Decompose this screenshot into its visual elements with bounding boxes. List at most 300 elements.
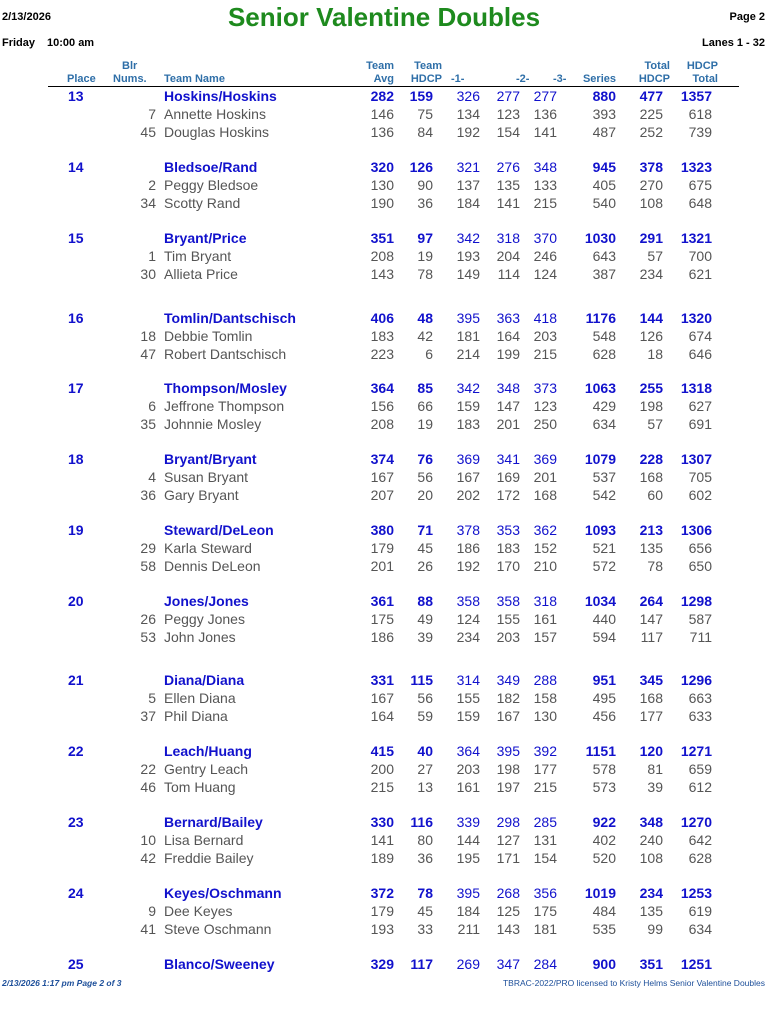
bowler-g2: 203 — [496, 629, 520, 645]
team-avg: 374 — [370, 451, 394, 467]
team-series: 1093 — [584, 522, 616, 538]
col-total-hdcp-line2: HDCP — [638, 73, 670, 85]
bowler-avg: 208 — [370, 416, 394, 432]
bowler-g1: 144 — [456, 832, 480, 848]
bowler-series: 405 — [592, 177, 616, 193]
bowler-hdcp: 33 — [417, 921, 433, 937]
bowler-total-hdcp: 57 — [647, 416, 663, 432]
bowler-number: 10 — [140, 832, 156, 848]
bowler-name: Allieta Price — [164, 266, 238, 282]
bowler-hdcp: 19 — [417, 248, 433, 264]
bowler-g3: 215 — [533, 195, 557, 211]
bowler-avg: 208 — [370, 248, 394, 264]
team-hdcp: 126 — [409, 159, 433, 175]
bowler-g2: 123 — [496, 106, 520, 122]
bowler-series: 572 — [592, 558, 616, 574]
bowler-hdcp-total: 650 — [688, 558, 712, 574]
team-g2: 353 — [496, 522, 520, 538]
bowler-g1: 186 — [456, 540, 480, 556]
bowler-hdcp-total: 656 — [688, 540, 712, 556]
bowler-series: 594 — [592, 629, 616, 645]
bowler-hdcp-total: 619 — [688, 903, 712, 919]
bowler-g1: 159 — [456, 398, 480, 414]
bowler-g2: 125 — [496, 903, 520, 919]
bowler-g1: 192 — [456, 558, 480, 574]
team-name: Steward/DeLeon — [164, 522, 274, 538]
bowler-avg: 215 — [370, 779, 394, 795]
bowler-g3: 123 — [533, 398, 557, 414]
bowler-name: Tom Huang — [164, 779, 236, 795]
team-g2: 277 — [496, 88, 520, 104]
team-hdcp-total: 1306 — [680, 522, 712, 538]
bowler-name: Gary Bryant — [164, 487, 239, 503]
bowler-series: 573 — [592, 779, 616, 795]
team-place: 16 — [68, 310, 84, 326]
col-team-name: Team Name — [164, 73, 225, 85]
bowler-total-hdcp: 60 — [647, 487, 663, 503]
team-total-hdcp: 264 — [639, 593, 663, 609]
team-total-hdcp: 477 — [639, 88, 663, 104]
bowler-total-hdcp: 147 — [639, 611, 663, 627]
team-series: 1079 — [584, 451, 616, 467]
bowler-g2: 127 — [496, 832, 520, 848]
team-series: 880 — [592, 88, 616, 104]
bowler-g1: 149 — [456, 266, 480, 282]
session-day: Friday — [2, 37, 36, 49]
bowler-number: 29 — [140, 540, 156, 556]
team-g3: 277 — [533, 88, 557, 104]
bowler-hdcp-total: 648 — [688, 195, 712, 211]
bowler-number: 30 — [140, 266, 156, 282]
bowler-g3: 152 — [533, 540, 557, 556]
bowler-hdcp: 75 — [417, 106, 433, 122]
bowler-name: Robert Dantschisch — [164, 346, 287, 362]
bowler-avg: 201 — [370, 558, 394, 574]
col-series: Series — [582, 73, 616, 85]
team-g1: 269 — [456, 956, 480, 972]
team-g2: 298 — [496, 814, 520, 830]
bowler-g1: 184 — [456, 903, 480, 919]
bowler-g2: 155 — [496, 611, 520, 627]
bowler-name: Ellen Diana — [164, 690, 236, 706]
bowler-avg: 164 — [370, 708, 394, 724]
team-g2: 341 — [496, 451, 520, 467]
bowler-g3: 175 — [533, 903, 557, 919]
bowler-avg: 167 — [370, 469, 394, 485]
bowler-hdcp: 45 — [417, 540, 433, 556]
bowler-avg: 193 — [370, 921, 394, 937]
team-g1: 358 — [456, 593, 480, 609]
bowler-g3: 158 — [533, 690, 557, 706]
bowler-series: 578 — [592, 761, 616, 777]
bowler-number: 2 — [148, 177, 156, 193]
team-g3: 284 — [533, 956, 557, 972]
team-block — [0, 158, 768, 218]
bowler-name: Steve Oschmann — [164, 921, 272, 937]
bowler-g2: 199 — [496, 346, 520, 362]
bowler-avg: 136 — [370, 124, 394, 140]
team-hdcp-total: 1296 — [680, 672, 712, 688]
team-hdcp-total: 1271 — [680, 743, 712, 759]
report-title: Senior Valentine Doubles — [227, 2, 541, 32]
team-place: 13 — [68, 88, 84, 104]
team-series: 922 — [592, 814, 616, 830]
bowler-avg: 141 — [370, 832, 394, 848]
team-hdcp: 88 — [417, 593, 433, 609]
bowler-avg: 179 — [370, 903, 394, 919]
team-series: 951 — [592, 672, 616, 688]
bowler-name: Dee Keyes — [164, 903, 233, 919]
bowler-avg: 146 — [370, 106, 394, 122]
bowler-g1: 203 — [456, 761, 480, 777]
bowler-hdcp-total: 663 — [688, 690, 712, 706]
bowler-total-hdcp: 240 — [639, 832, 663, 848]
team-g3: 288 — [533, 672, 557, 688]
bowler-hdcp-total: 628 — [688, 850, 712, 866]
bowler-hdcp: 49 — [417, 611, 433, 627]
bowler-hdcp-total: 659 — [688, 761, 712, 777]
team-g3: 418 — [533, 310, 557, 326]
footer-license: TBRAC-2022/PRO licensed to Kristy Helms Senior Valentine Doubles — [502, 978, 765, 988]
team-name: Bryant/Price — [164, 230, 247, 246]
bowler-series: 495 — [592, 690, 616, 706]
team-g1: 395 — [456, 310, 480, 326]
col-hdcp-total-line2: Total — [692, 73, 718, 85]
bowler-name: Peggy Jones — [164, 611, 245, 627]
team-g3: 369 — [533, 451, 557, 467]
bowler-series: 429 — [592, 398, 616, 414]
bowler-hdcp-total: 691 — [688, 416, 712, 432]
bowler-number: 37 — [140, 708, 156, 724]
team-hdcp: 85 — [417, 380, 433, 396]
team-g2: 395 — [496, 743, 520, 759]
bowler-number: 18 — [140, 328, 156, 344]
bowler-name: Lisa Bernard — [164, 832, 244, 848]
col-place: Place — [67, 73, 96, 85]
bowler-name: Douglas Hoskins — [164, 124, 270, 140]
team-place: 22 — [68, 743, 84, 759]
team-series: 1019 — [584, 885, 616, 901]
bowler-total-hdcp: 99 — [647, 921, 663, 937]
team-block — [0, 521, 768, 581]
bowler-g3: 177 — [533, 761, 557, 777]
bowler-avg: 143 — [370, 266, 394, 282]
team-avg: 331 — [370, 672, 394, 688]
team-series: 1063 — [584, 380, 616, 396]
bowler-g3: 141 — [533, 124, 557, 140]
bowler-g1: 167 — [456, 469, 480, 485]
bowler-g1: 124 — [456, 611, 480, 627]
bowler-total-hdcp: 126 — [639, 328, 663, 344]
team-g2: 363 — [496, 310, 520, 326]
bowler-total-hdcp: 57 — [647, 248, 663, 264]
team-name: Leach/Huang — [164, 743, 252, 759]
team-hdcp-total: 1320 — [680, 310, 712, 326]
session-time: 10:00 am — [47, 37, 95, 49]
team-g1: 369 — [456, 451, 480, 467]
bowler-series: 402 — [592, 832, 616, 848]
team-name: Diana/Diana — [164, 672, 245, 688]
team-avg: 415 — [370, 743, 394, 759]
bowler-g3: 215 — [533, 346, 557, 362]
bowler-g3: 131 — [533, 832, 557, 848]
team-avg: 320 — [370, 159, 394, 175]
bowler-total-hdcp: 78 — [647, 558, 663, 574]
team-name: Blanco/Sweeney — [164, 956, 275, 972]
bowler-name: Peggy Bledsoe — [164, 177, 259, 193]
bowler-series: 520 — [592, 850, 616, 866]
team-avg: 351 — [370, 230, 394, 246]
team-hdcp-total: 1270 — [680, 814, 712, 830]
team-name: Hoskins/Hoskins — [164, 88, 277, 104]
bowler-g2: 201 — [496, 416, 520, 432]
team-block — [0, 592, 768, 652]
bowler-g3: 203 — [533, 328, 557, 344]
col-game-1: -1- — [451, 73, 465, 85]
team-hdcp: 115 — [410, 672, 433, 688]
bowler-total-hdcp: 252 — [639, 124, 663, 140]
bowler-series: 643 — [592, 248, 616, 264]
col-blr-line2: Nums. — [113, 73, 147, 85]
bowler-number: 1 — [148, 248, 156, 264]
team-series: 1030 — [584, 230, 616, 246]
bowler-hdcp-total: 646 — [688, 346, 712, 362]
bowler-g2: 172 — [496, 487, 520, 503]
bowler-total-hdcp: 168 — [639, 690, 663, 706]
team-total-hdcp: 213 — [639, 522, 663, 538]
lanes-range: Lanes 1 - 32 — [702, 37, 765, 49]
team-g1: 364 — [456, 743, 480, 759]
bowler-g1: 211 — [457, 921, 480, 937]
bowler-hdcp-total: 612 — [688, 779, 712, 795]
team-avg: 380 — [370, 522, 394, 538]
team-block — [0, 813, 768, 873]
bowler-hdcp: 59 — [417, 708, 433, 724]
team-block — [0, 742, 768, 802]
team-place: 25 — [68, 956, 84, 972]
bowler-g3: 246 — [533, 248, 557, 264]
bowler-total-hdcp: 198 — [639, 398, 663, 414]
team-g2: 268 — [496, 885, 520, 901]
bowler-g3: 157 — [533, 629, 557, 645]
team-total-hdcp: 228 — [639, 451, 663, 467]
bowler-number: 7 — [148, 106, 156, 122]
bowler-g3: 136 — [533, 106, 557, 122]
team-hdcp-total: 1298 — [680, 593, 712, 609]
bowler-g1: 195 — [456, 850, 480, 866]
bowler-hdcp: 26 — [417, 558, 433, 574]
bowler-total-hdcp: 108 — [639, 195, 663, 211]
bowler-hdcp: 84 — [417, 124, 433, 140]
team-g3: 362 — [533, 522, 557, 538]
bowler-hdcp: 27 — [417, 761, 433, 777]
team-g1: 314 — [456, 672, 480, 688]
bowler-name: Susan Bryant — [164, 469, 249, 485]
team-block — [0, 450, 768, 510]
team-place: 18 — [68, 451, 84, 467]
bowler-g2: 204 — [496, 248, 520, 264]
bowler-avg: 183 — [370, 328, 394, 344]
team-g3: 356 — [533, 885, 557, 901]
bowler-hdcp: 6 — [425, 346, 433, 362]
bowler-g3: 215 — [533, 779, 557, 795]
bowler-g3: 154 — [533, 850, 557, 866]
bowler-avg: 189 — [370, 850, 394, 866]
bowler-total-hdcp: 168 — [639, 469, 663, 485]
bowler-avg: 186 — [370, 629, 394, 645]
bowler-series: 535 — [592, 921, 616, 937]
team-block — [0, 884, 768, 944]
team-avg: 282 — [370, 88, 394, 104]
team-series: 1034 — [584, 593, 616, 609]
col-game-2: -2- — [516, 73, 530, 85]
bowler-g1: 202 — [456, 487, 480, 503]
report-date: 2/13/2026 — [2, 11, 51, 23]
bowler-g1: 184 — [456, 195, 480, 211]
bowler-hdcp-total: 674 — [688, 328, 712, 344]
bowler-g1: 193 — [456, 248, 480, 264]
bowler-name: Gentry Leach — [164, 761, 249, 777]
bowler-hdcp-total: 618 — [688, 106, 712, 122]
team-place: 24 — [68, 885, 84, 901]
bowler-series: 542 — [592, 487, 616, 503]
bowler-g2: 143 — [496, 921, 520, 937]
bowler-g2: 170 — [496, 558, 520, 574]
team-name: Bernard/Bailey — [164, 814, 263, 830]
bowler-hdcp: 56 — [417, 690, 433, 706]
bowler-total-hdcp: 39 — [647, 779, 663, 795]
team-hdcp: 40 — [417, 743, 433, 759]
bowler-number: 34 — [140, 195, 156, 211]
team-g3: 392 — [533, 743, 557, 759]
team-g2: 276 — [496, 159, 520, 175]
team-place: 20 — [68, 593, 84, 609]
team-avg: 364 — [370, 380, 394, 396]
bowler-number: 53 — [140, 629, 156, 645]
bowler-g1: 183 — [456, 416, 480, 432]
team-hdcp-total: 1357 — [680, 88, 712, 104]
bowler-hdcp-total: 700 — [688, 248, 712, 264]
bowler-hdcp: 80 — [417, 832, 433, 848]
team-place: 23 — [68, 814, 84, 830]
bowler-g3: 168 — [533, 487, 557, 503]
team-name: Tomlin/Dantschisch — [164, 310, 296, 326]
bowler-series: 548 — [592, 328, 616, 344]
bowler-name: Johnnie Mosley — [164, 416, 262, 432]
team-total-hdcp: 255 — [639, 380, 663, 396]
bowler-total-hdcp: 117 — [640, 629, 663, 645]
bowler-series: 628 — [592, 346, 616, 362]
bowler-g1: 181 — [456, 328, 480, 344]
bowler-number: 46 — [140, 779, 156, 795]
footer-timestamp: 2/13/2026 1:17 pm Page 2 of 3 — [2, 978, 122, 988]
team-block — [0, 379, 768, 439]
bowler-g3: 133 — [533, 177, 557, 193]
team-block — [0, 671, 768, 731]
bowler-hdcp-total: 633 — [688, 708, 712, 724]
bowler-name: Annette Hoskins — [164, 106, 266, 122]
col-team-avg-line2: Avg — [373, 73, 394, 85]
bowler-name: Phil Diana — [164, 708, 228, 724]
bowler-series: 537 — [592, 469, 616, 485]
team-g1: 342 — [456, 230, 480, 246]
team-name: Thompson/Mosley — [164, 380, 287, 396]
bowler-g2: 147 — [496, 398, 520, 414]
bowler-series: 387 — [592, 266, 616, 282]
bowler-hdcp: 90 — [417, 177, 433, 193]
bowler-hdcp: 36 — [417, 195, 433, 211]
bowler-series: 487 — [592, 124, 616, 140]
bowler-g2: 141 — [496, 195, 520, 211]
team-g1: 342 — [456, 380, 480, 396]
team-total-hdcp: 234 — [639, 885, 663, 901]
team-g1: 378 — [456, 522, 480, 538]
team-g3: 373 — [533, 380, 557, 396]
bowler-g2: 183 — [496, 540, 520, 556]
bowler-total-hdcp: 81 — [647, 761, 663, 777]
bowler-g3: 201 — [533, 469, 557, 485]
bowler-total-hdcp: 234 — [639, 266, 663, 282]
bowler-hdcp-total: 602 — [688, 487, 712, 503]
bowler-g1: 134 — [456, 106, 480, 122]
bowler-g2: 135 — [496, 177, 520, 193]
team-g1: 326 — [456, 88, 480, 104]
bowler-total-hdcp: 18 — [647, 346, 663, 362]
team-total-hdcp: 378 — [639, 159, 663, 175]
bowler-number: 47 — [140, 346, 156, 362]
bowler-g2: 198 — [496, 761, 520, 777]
bowler-hdcp: 13 — [417, 779, 433, 795]
team-hdcp-total: 1323 — [680, 159, 712, 175]
bowler-g2: 182 — [496, 690, 520, 706]
bowler-g2: 154 — [496, 124, 520, 140]
bowler-g1: 192 — [456, 124, 480, 140]
bowler-number: 36 — [140, 487, 156, 503]
team-hdcp-total: 1307 — [680, 451, 712, 467]
team-g1: 339 — [456, 814, 480, 830]
bowler-hdcp: 36 — [417, 850, 433, 866]
bowler-name: Debbie Tomlin — [164, 328, 253, 344]
team-total-hdcp: 345 — [639, 672, 663, 688]
team-avg: 406 — [370, 310, 394, 326]
bowler-name: Jeffrone Thompson — [164, 398, 285, 414]
bowler-number: 26 — [140, 611, 156, 627]
team-hdcp-total: 1321 — [680, 230, 712, 246]
bowler-number: 41 — [140, 921, 156, 937]
team-place: 15 — [68, 230, 84, 246]
col-team-hdcp-line2: HDCP — [410, 73, 442, 85]
bowler-g2: 164 — [496, 328, 520, 344]
bowler-hdcp-total: 739 — [688, 124, 712, 140]
bowler-avg: 179 — [370, 540, 394, 556]
bowler-hdcp: 45 — [417, 903, 433, 919]
team-hdcp: 97 — [417, 230, 433, 246]
bowler-name: John Jones — [164, 629, 236, 645]
bowler-g2: 197 — [496, 779, 520, 795]
bowler-total-hdcp: 135 — [639, 903, 663, 919]
bowler-name: Freddie Bailey — [164, 850, 254, 866]
team-name: Jones/Jones — [164, 593, 249, 609]
bowler-hdcp-total: 587 — [688, 611, 712, 627]
team-series: 945 — [592, 159, 616, 175]
team-block — [0, 229, 768, 289]
team-avg: 329 — [370, 956, 394, 972]
team-g3: 348 — [533, 159, 557, 175]
team-place: 21 — [68, 672, 84, 688]
bowler-hdcp: 19 — [417, 416, 433, 432]
team-g3: 285 — [533, 814, 557, 830]
col-team-hdcp-line1: Team — [414, 60, 442, 72]
